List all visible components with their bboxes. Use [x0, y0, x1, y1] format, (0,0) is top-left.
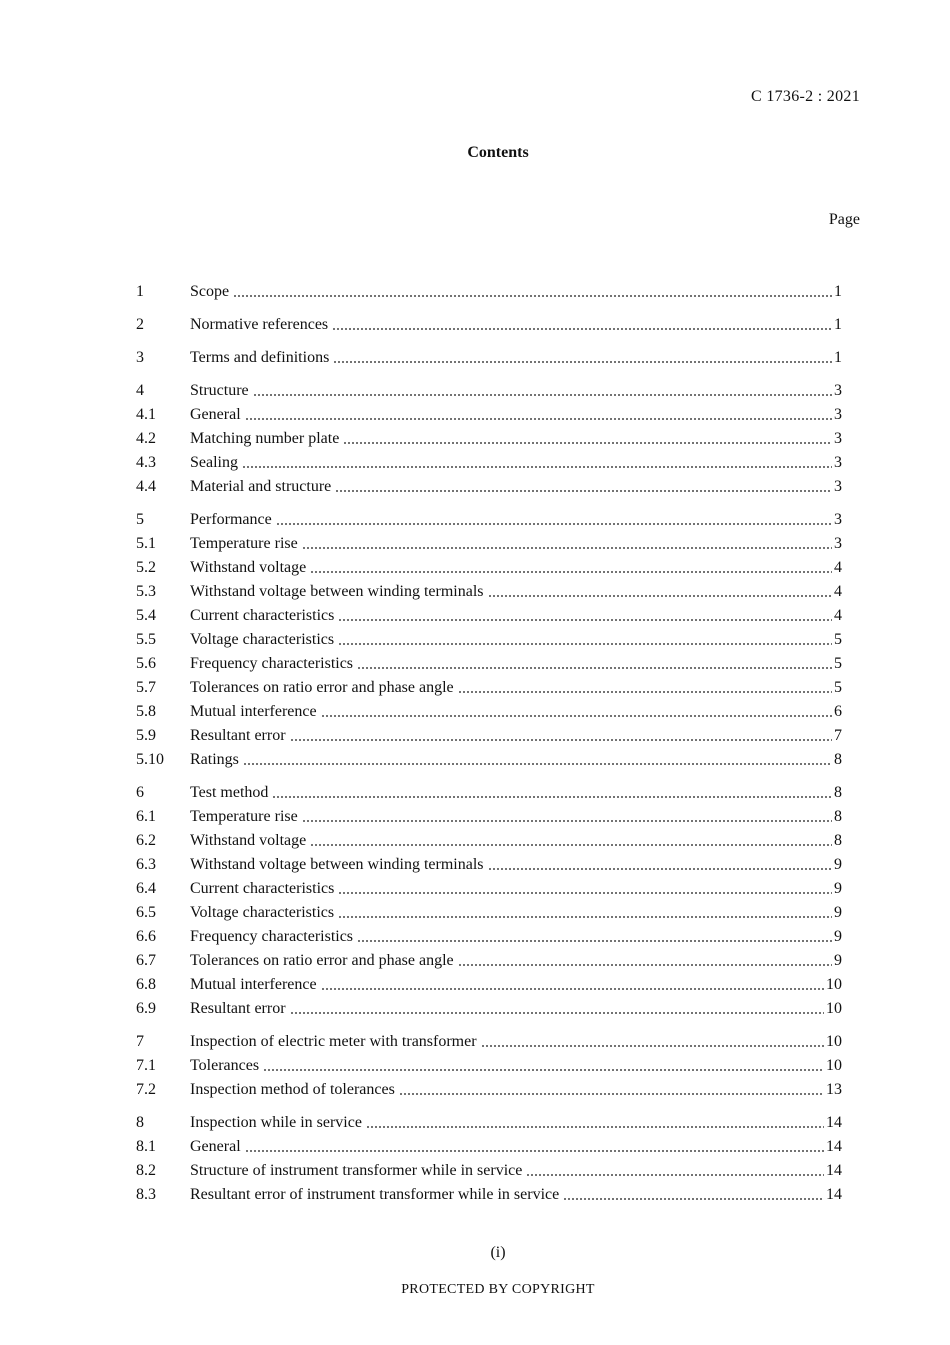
toc-entry-title: Voltage characteristics	[190, 631, 335, 648]
toc-entry-number: 8.3	[136, 1186, 156, 1203]
dot-leader	[563, 1198, 824, 1200]
toc-entry-page: 14	[826, 1114, 842, 1131]
toc-entry-number: 6.5	[136, 904, 156, 921]
toc-entry[interactable]	[136, 851, 842, 875]
dot-leader	[321, 988, 824, 990]
toc-entry-page: 1	[834, 316, 842, 333]
dot-leader	[243, 763, 832, 765]
toc-entry-number: 8	[136, 1114, 144, 1131]
toc-entry-page: 3	[834, 382, 842, 399]
toc-entry[interactable]	[136, 1109, 842, 1133]
toc-entry-number: 7.1	[136, 1057, 156, 1074]
toc-entry-title: Tolerances on ratio error and phase angle	[190, 679, 454, 696]
toc-entry-number: 8.1	[136, 1138, 156, 1155]
toc-entry-page: 9	[834, 928, 842, 945]
dot-leader	[245, 418, 832, 420]
toc-entry-page: 9	[834, 856, 842, 873]
dot-leader	[233, 295, 832, 297]
toc-entry-title: Inspection while in service	[190, 1114, 362, 1131]
toc-entry[interactable]	[136, 449, 842, 473]
toc-entry-number: 8.2	[136, 1162, 156, 1179]
document-id: C 1736-2 : 2021	[751, 88, 860, 105]
toc-entry[interactable]	[136, 602, 842, 626]
toc-entry-number: 6.1	[136, 808, 156, 825]
toc-entry-page: 5	[834, 655, 842, 672]
toc-entry-title: Sealing	[190, 454, 238, 471]
dot-leader	[310, 571, 832, 573]
dot-leader	[458, 691, 832, 693]
toc-entry[interactable]	[136, 650, 842, 674]
toc-entry-page: 4	[834, 559, 842, 576]
toc-entry-title: General	[190, 1138, 241, 1155]
dot-leader	[263, 1069, 824, 1071]
toc-entry-number: 4	[136, 382, 144, 399]
toc-entry-number: 6.8	[136, 976, 156, 993]
toc-entry-title: Structure	[190, 382, 249, 399]
toc-entry-title: Resultant error	[190, 1000, 286, 1017]
dot-leader	[338, 619, 832, 621]
toc-entry-title: Tolerances	[190, 1057, 260, 1074]
toc-entry-number: 6.7	[136, 952, 156, 969]
toc-entry-page: 14	[826, 1186, 842, 1203]
toc-entry-page: 5	[834, 679, 842, 696]
toc-entry[interactable]	[136, 1028, 842, 1052]
page-title: Contents	[467, 144, 529, 161]
dot-leader	[242, 466, 832, 468]
toc-entry-page: 3	[834, 430, 842, 447]
toc-entry-title: Temperature rise	[190, 535, 298, 552]
toc-entry-title: Withstand voltage	[190, 832, 307, 849]
toc-entry-page: 8	[834, 808, 842, 825]
toc-entry-title: Current characteristics	[190, 607, 335, 624]
dot-leader	[290, 739, 832, 741]
toc-entry-page: 9	[834, 904, 842, 921]
toc-entry-page: 3	[834, 535, 842, 552]
toc-entry-page: 10	[826, 1000, 842, 1017]
toc-entry-page: 4	[834, 607, 842, 624]
toc-entry[interactable]	[136, 803, 842, 827]
toc-entry-page: 10	[826, 1057, 842, 1074]
dot-leader	[302, 547, 832, 549]
dot-leader	[458, 964, 832, 966]
toc-entry-number: 5.4	[136, 607, 156, 624]
toc-entry-title: Current characteristics	[190, 880, 335, 897]
toc-entry[interactable]	[136, 674, 842, 698]
toc-entry-number: 4.3	[136, 454, 156, 471]
toc-section-group	[136, 506, 842, 770]
toc-entry-page: 3	[834, 511, 842, 528]
toc-section-group	[136, 311, 842, 335]
toc-entry[interactable]	[136, 626, 842, 650]
toc-entry[interactable]	[136, 1157, 842, 1181]
dot-leader	[245, 1150, 824, 1152]
toc-entry-title: Withstand voltage between winding terminals	[190, 583, 484, 600]
toc-entry-title: Performance	[190, 511, 272, 528]
toc-section-group	[136, 1109, 842, 1205]
toc-entry-title: Scope	[190, 283, 230, 300]
toc-entry[interactable]	[136, 425, 842, 449]
toc-entry[interactable]	[136, 698, 842, 722]
toc-entry-title: Test method	[190, 784, 269, 801]
toc-entry-title: Voltage characteristics	[190, 904, 335, 921]
dot-leader	[366, 1126, 824, 1128]
toc-entry-page: 14	[826, 1138, 842, 1155]
toc-entry-number: 2	[136, 316, 144, 333]
toc-entry-title: Frequency characteristics	[190, 655, 354, 672]
toc-entry-title: Material and structure	[190, 478, 332, 495]
toc-entry[interactable]	[136, 1181, 842, 1205]
toc-entry-title: Matching number plate	[190, 430, 340, 447]
toc-entry-page: 1	[834, 283, 842, 300]
toc-entry-number: 5.7	[136, 679, 156, 696]
toc-section-group	[136, 1028, 842, 1100]
toc-entry[interactable]	[136, 554, 842, 578]
dot-leader	[335, 490, 832, 492]
toc-entry[interactable]	[136, 530, 842, 554]
toc-entry-page: 4	[834, 583, 842, 600]
dot-leader	[488, 868, 832, 870]
dot-leader	[276, 523, 832, 525]
toc-entry-number: 6.9	[136, 1000, 156, 1017]
toc-section-group	[136, 344, 842, 368]
toc-entry-title: Terms and definitions	[190, 349, 330, 366]
toc-entry[interactable]	[136, 473, 842, 497]
toc-entry-page: 3	[834, 406, 842, 423]
dot-leader	[310, 844, 832, 846]
dot-leader	[526, 1174, 824, 1176]
toc-entry-page: 8	[834, 832, 842, 849]
toc-entry[interactable]	[136, 947, 842, 971]
page-folio: (i)	[490, 1244, 506, 1261]
toc-entry-title: Temperature rise	[190, 808, 298, 825]
dot-leader	[333, 361, 832, 363]
dot-leader	[302, 820, 832, 822]
toc-entry-number: 5	[136, 511, 144, 528]
dot-leader	[253, 394, 832, 396]
toc-entry-page: 10	[826, 976, 842, 993]
toc-entry[interactable]	[136, 344, 842, 368]
toc-section-group	[136, 779, 842, 1019]
toc-entry-number: 1	[136, 283, 144, 300]
dot-leader	[338, 916, 832, 918]
toc-entry-number: 5.3	[136, 583, 156, 600]
toc-entry-page: 8	[834, 784, 842, 801]
dot-leader	[338, 892, 832, 894]
toc-entry-number: 6.4	[136, 880, 156, 897]
dot-leader	[272, 796, 832, 798]
toc-entry[interactable]	[136, 1076, 842, 1100]
toc-entry-page: 3	[834, 478, 842, 495]
toc-entry-number: 4.2	[136, 430, 156, 447]
toc-entry-number: 5.2	[136, 559, 156, 576]
toc-entry[interactable]	[136, 722, 842, 746]
dot-leader	[357, 667, 832, 669]
toc-entry-page: 5	[834, 631, 842, 648]
toc-entry-number: 6.3	[136, 856, 156, 873]
toc-entry-number: 6.2	[136, 832, 156, 849]
toc-entry-number: 5.10	[136, 751, 164, 768]
toc-entry-title: Inspection method of tolerances	[190, 1081, 395, 1098]
toc-entry-number: 4.1	[136, 406, 156, 423]
toc-section-group	[136, 278, 842, 302]
toc-entry-number: 6	[136, 784, 144, 801]
toc-entry[interactable]	[136, 875, 842, 899]
toc-entry[interactable]	[136, 779, 842, 803]
toc-entry-page: 9	[834, 880, 842, 897]
toc-entry-page: 13	[826, 1081, 842, 1098]
toc-entry-page: 1	[834, 349, 842, 366]
toc-entry-title: Withstand voltage	[190, 559, 307, 576]
toc-entry-number: 5.5	[136, 631, 156, 648]
toc-entry[interactable]	[136, 401, 842, 425]
dot-leader	[481, 1045, 824, 1047]
toc-entry-page: 7	[834, 727, 842, 744]
toc-entry-number: 5.8	[136, 703, 156, 720]
toc-entry-page: 6	[834, 703, 842, 720]
page-column-heading: Page	[828, 211, 860, 228]
toc-entry[interactable]	[136, 377, 842, 401]
toc-entry-title: Structure of instrument transformer while in service	[190, 1162, 523, 1179]
toc-entry-number: 7	[136, 1033, 144, 1050]
toc-entry[interactable]	[136, 311, 842, 335]
toc-entry[interactable]	[136, 995, 842, 1019]
toc-entry[interactable]	[136, 899, 842, 923]
toc-entry[interactable]	[136, 923, 842, 947]
toc-entry-number: 5.1	[136, 535, 156, 552]
toc-entry-title: Frequency characteristics	[190, 928, 354, 945]
dot-leader	[343, 442, 832, 444]
dot-leader	[332, 328, 832, 330]
toc-entry-title: General	[190, 406, 241, 423]
toc-entry-page: 9	[834, 952, 842, 969]
toc-entry-number: 5.6	[136, 655, 156, 672]
toc-entry[interactable]	[136, 827, 842, 851]
dot-leader	[321, 715, 832, 717]
toc-entry-number: 5.9	[136, 727, 156, 744]
toc-entry-page: 3	[834, 454, 842, 471]
toc-entry[interactable]	[136, 578, 842, 602]
toc-entry-title: Normative references	[190, 316, 329, 333]
toc-entry[interactable]	[136, 971, 842, 995]
toc-entry-title: Ratings	[190, 751, 239, 768]
toc-entry-number: 7.2	[136, 1081, 156, 1098]
toc-entry[interactable]	[136, 1052, 842, 1076]
toc-entry-title: Inspection of electric meter with transformer	[190, 1033, 477, 1050]
table-of-contents	[136, 278, 842, 1214]
toc-entry[interactable]	[136, 506, 842, 530]
copyright-notice: PROTECTED BY COPYRIGHT	[401, 1282, 595, 1297]
dot-leader	[338, 643, 832, 645]
dot-leader	[290, 1012, 824, 1014]
toc-entry-title: Resultant error of instrument transformer while in service	[190, 1186, 560, 1203]
toc-entry-number: 3	[136, 349, 144, 366]
toc-entry[interactable]	[136, 746, 842, 770]
toc-entry-title: Mutual interference	[190, 976, 317, 993]
toc-entry[interactable]	[136, 1133, 842, 1157]
dot-leader	[488, 595, 832, 597]
toc-entry-title: Resultant error	[190, 727, 286, 744]
toc-entry-page: 10	[826, 1033, 842, 1050]
toc-entry-number: 6.6	[136, 928, 156, 945]
toc-entry-title: Mutual interference	[190, 703, 317, 720]
toc-entry-page: 8	[834, 751, 842, 768]
toc-entry-title: Tolerances on ratio error and phase angle	[190, 952, 454, 969]
toc-entry-number: 4.4	[136, 478, 156, 495]
toc-entry[interactable]	[136, 278, 842, 302]
toc-section-group	[136, 377, 842, 497]
toc-entry-page: 14	[826, 1162, 842, 1179]
dot-leader	[357, 940, 832, 942]
toc-entry-title: Withstand voltage between winding terminals	[190, 856, 484, 873]
dot-leader	[399, 1093, 824, 1095]
